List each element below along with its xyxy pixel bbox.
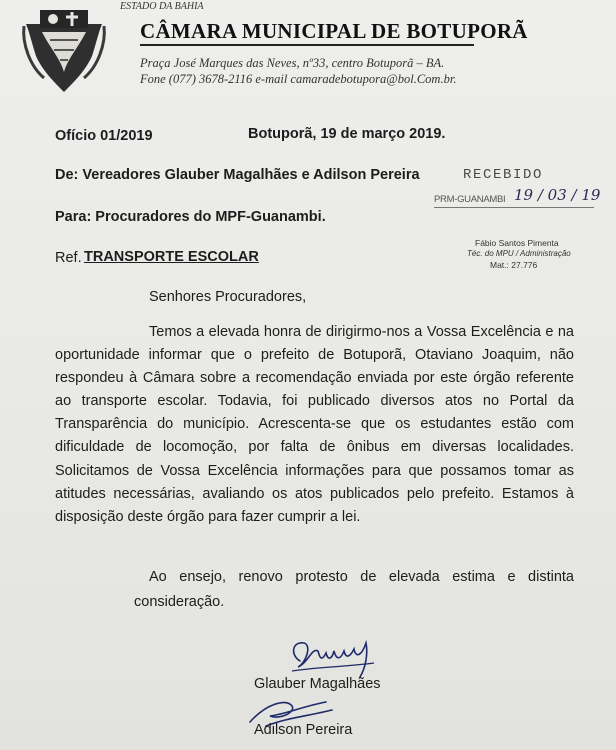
stamp-divider <box>434 207 594 208</box>
letter-date: Botuporã, 19 de março 2019. <box>248 126 446 142</box>
title-underline <box>140 44 474 46</box>
signatory-name-2: Adilson Pereira <box>254 722 353 738</box>
received-stamp: RECEBIDO <box>463 167 544 183</box>
reference-subject: TRANSPORTE ESCOLAR <box>84 249 259 265</box>
stamp-office: PRM-GUANAMBI <box>434 194 506 205</box>
signatory-name-1: Glauber Magalhães <box>254 676 381 692</box>
body-paragraph: Temos a elevada honra de dirigirmo-nos a Vossa Excelência e na oportunidade informar que o prefeito de Botuporã, Otaviano Joaquim, não respondeu à Câmara sobre a recomendação enviada por este órgão referente ao transporte escolar. Todavia, foi publicado diversos atos no Portal da Transparência do município. Acrescenta-se que os estudantes estão com dificuldade de locomoção, por falta de ônibus em diversas localidades. Solicitamos de Vossa Excelência informações para que possamos tomar as atitudes necessárias, avaliando os atos publicados pelo prefeito. Estamos à disposição deste órgão para fazer cumprir a lei. <box>55 324 574 525</box>
recipient-line: Para: Procuradores do MPF-Guanambi. <box>55 209 326 225</box>
chamber-title: CÂMARA MUNICIPAL DE BOTUPORÃ <box>140 19 528 43</box>
state-label: ESTADO DA BAHIA <box>120 1 204 12</box>
stamp-official-role: Téc. do MPU / Administração <box>467 249 571 258</box>
stamp-official-name: Fábio Santos Pimenta <box>475 238 559 248</box>
sender-line: De: Vereadores Glauber Magalhães e Adilson Pereira <box>55 167 420 183</box>
salutation: Senhores Procuradores, <box>149 289 307 305</box>
address-line: Praça José Marques das Neves, nº33, centro Botuporã – BA. <box>140 56 445 70</box>
stamp-registration: Mat.: 27.776 <box>490 260 538 270</box>
reference-label: Ref. <box>55 250 82 266</box>
contact-line: Fone (077) 3678-2116 e-mail camaradebotupora@bol.Com.br. <box>140 72 457 86</box>
closing-paragraph: Ao ensejo, renovo protesto de elevada estima e distinta consideração. <box>134 569 574 610</box>
municipal-crest-icon <box>20 4 108 96</box>
stamp-date: 19 / 03 / 19 <box>514 186 601 204</box>
oficio-number: Ofício 01/2019 <box>55 128 153 144</box>
